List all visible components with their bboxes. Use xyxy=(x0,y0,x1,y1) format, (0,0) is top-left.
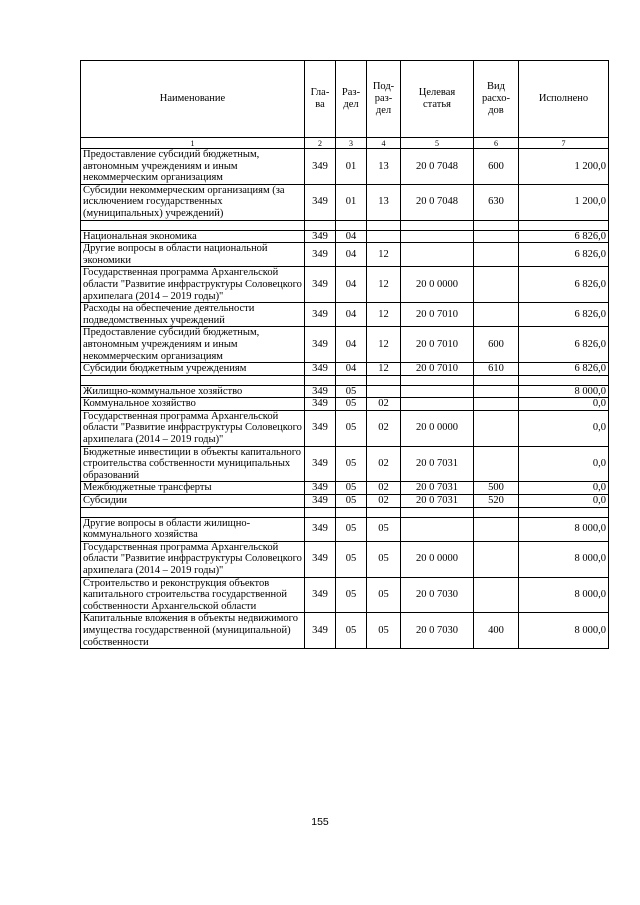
cell-statya: 20 0 0000 xyxy=(401,410,474,446)
page-number: 155 xyxy=(311,816,329,828)
cell-podrazdel: 13 xyxy=(367,149,401,185)
cell-podrazdel: 02 xyxy=(367,410,401,446)
table-row xyxy=(81,327,609,363)
cell-statya: 20 0 7048 xyxy=(401,149,474,185)
cell-vid xyxy=(474,385,519,398)
spacer-cell xyxy=(519,375,609,385)
cell-name: Государственная программа Архангельской области "Развитие инфраструктуры Соловецкого архипелага (2014 – 2019 годы)" xyxy=(81,541,305,577)
spacer-cell xyxy=(474,220,519,230)
table-row xyxy=(81,410,609,446)
table-row xyxy=(81,303,609,327)
cell-sum: 8 000,0 xyxy=(519,541,609,577)
cell-podrazdel xyxy=(367,230,401,243)
cell-glava: 349 xyxy=(305,517,336,541)
cell-name: Государственная программа Архангельской области "Развитие инфраструктуры Соловецкого архипелага (2014 – 2019 годы)" xyxy=(81,267,305,303)
spacer-cell xyxy=(401,507,474,517)
cell-name: Межбюджетные трансферты xyxy=(81,482,305,495)
column-number: 2 xyxy=(305,138,336,149)
cell-vid: 600 xyxy=(474,149,519,185)
column-number: 6 xyxy=(474,138,519,149)
cell-podrazdel: 05 xyxy=(367,517,401,541)
spacer-cell xyxy=(305,375,336,385)
cell-vid: 610 xyxy=(474,363,519,376)
spacer-cell xyxy=(81,375,305,385)
cell-name: Капитальные вложения в объекты недвижимого имущества государственной (муниципальной) собственности xyxy=(81,613,305,649)
cell-podrazdel: 12 xyxy=(367,327,401,363)
cell-name: Предоставление субсидий бюджетным, автономным учреждениям и иным некоммерческим организациям xyxy=(81,149,305,185)
cell-glava: 349 xyxy=(305,541,336,577)
spacer-cell xyxy=(305,220,336,230)
cell-vid xyxy=(474,410,519,446)
spacer-cell xyxy=(401,375,474,385)
cell-vid: 520 xyxy=(474,495,519,508)
cell-name: Государственная программа Архангельской области "Развитие инфраструктуры Соловецкого архипелага (2014 – 2019 годы)" xyxy=(81,410,305,446)
spacer-row xyxy=(81,220,609,230)
spacer-cell xyxy=(474,507,519,517)
cell-podrazdel: 12 xyxy=(367,303,401,327)
spacer-row xyxy=(81,375,609,385)
cell-statya xyxy=(401,517,474,541)
header-ispolneno: Исполнено xyxy=(519,61,609,138)
cell-vid xyxy=(474,446,519,482)
header-row xyxy=(81,61,609,138)
cell-sum: 0,0 xyxy=(519,410,609,446)
cell-statya: 20 0 7048 xyxy=(401,184,474,220)
cell-sum: 6 826,0 xyxy=(519,303,609,327)
cell-sum: 1 200,0 xyxy=(519,184,609,220)
cell-sum: 1 200,0 xyxy=(519,149,609,185)
cell-name: Жилищно-коммунальное хозяйство xyxy=(81,385,305,398)
spacer-cell xyxy=(336,375,367,385)
column-number: 3 xyxy=(336,138,367,149)
cell-podrazdel: 12 xyxy=(367,363,401,376)
cell-sum: 0,0 xyxy=(519,446,609,482)
table-row xyxy=(81,517,609,541)
cell-vid: 500 xyxy=(474,482,519,495)
cell-vid: 600 xyxy=(474,327,519,363)
cell-vid: 630 xyxy=(474,184,519,220)
spacer-cell xyxy=(401,220,474,230)
spacer-cell xyxy=(367,507,401,517)
cell-razdel: 05 xyxy=(336,410,367,446)
cell-sum: 6 826,0 xyxy=(519,267,609,303)
cell-vid: 400 xyxy=(474,613,519,649)
cell-vid xyxy=(474,230,519,243)
cell-statya xyxy=(401,243,474,267)
column-number: 1 xyxy=(81,138,305,149)
cell-statya: 20 0 7010 xyxy=(401,363,474,376)
spacer-cell xyxy=(367,375,401,385)
cell-glava: 349 xyxy=(305,410,336,446)
header-podrazdel: Под- раз- дел xyxy=(367,61,401,138)
cell-razdel: 04 xyxy=(336,327,367,363)
spacer-cell xyxy=(519,507,609,517)
cell-sum: 6 826,0 xyxy=(519,363,609,376)
spacer-row xyxy=(81,507,609,517)
header-glava: Гла- ва xyxy=(305,61,336,138)
cell-razdel: 05 xyxy=(336,613,367,649)
table-row xyxy=(81,184,609,220)
cell-razdel: 05 xyxy=(336,577,367,613)
cell-podrazdel: 02 xyxy=(367,482,401,495)
cell-name: Расходы на обеспечение деятельности подведомственных учреждений xyxy=(81,303,305,327)
table-row xyxy=(81,446,609,482)
cell-glava: 349 xyxy=(305,303,336,327)
cell-razdel: 04 xyxy=(336,230,367,243)
cell-sum: 8 000,0 xyxy=(519,517,609,541)
cell-statya xyxy=(401,230,474,243)
cell-razdel: 05 xyxy=(336,398,367,411)
cell-glava: 349 xyxy=(305,398,336,411)
cell-statya: 20 0 7010 xyxy=(401,327,474,363)
cell-glava: 349 xyxy=(305,184,336,220)
cell-vid xyxy=(474,243,519,267)
cell-glava: 349 xyxy=(305,577,336,613)
cell-razdel: 04 xyxy=(336,363,367,376)
cell-statya: 20 0 0000 xyxy=(401,267,474,303)
header-razdel: Раз- дел xyxy=(336,61,367,138)
cell-razdel: 01 xyxy=(336,184,367,220)
table-row xyxy=(81,398,609,411)
cell-razdel: 01 xyxy=(336,149,367,185)
table-row xyxy=(81,613,609,649)
cell-sum: 0,0 xyxy=(519,482,609,495)
cell-name: Субсидии некоммерческим организациям (за исключением государственных (муниципальных) учреждений) xyxy=(81,184,305,220)
cell-statya xyxy=(401,385,474,398)
cell-razdel: 04 xyxy=(336,303,367,327)
table-row xyxy=(81,541,609,577)
spacer-cell xyxy=(81,220,305,230)
cell-statya: 20 0 7030 xyxy=(401,577,474,613)
table-row xyxy=(81,577,609,613)
spacer-cell xyxy=(81,507,305,517)
cell-razdel: 05 xyxy=(336,446,367,482)
cell-vid xyxy=(474,398,519,411)
header-statya: Целевая статья xyxy=(401,61,474,138)
spacer-cell xyxy=(336,507,367,517)
cell-glava: 349 xyxy=(305,230,336,243)
table-row xyxy=(81,363,609,376)
cell-razdel: 04 xyxy=(336,243,367,267)
cell-vid xyxy=(474,577,519,613)
cell-podrazdel: 02 xyxy=(367,398,401,411)
cell-glava: 349 xyxy=(305,495,336,508)
spacer-cell xyxy=(367,220,401,230)
column-number: 7 xyxy=(519,138,609,149)
cell-podrazdel: 05 xyxy=(367,613,401,649)
table-row xyxy=(81,243,609,267)
cell-razdel: 05 xyxy=(336,541,367,577)
cell-glava: 349 xyxy=(305,149,336,185)
cell-glava: 349 xyxy=(305,385,336,398)
cell-sum: 8 000,0 xyxy=(519,613,609,649)
cell-sum: 8 000,0 xyxy=(519,385,609,398)
header-vid: Вид расхо- дов xyxy=(474,61,519,138)
cell-name: Предоставление субсидий бюджетным, автономным учреждениям и иным некоммерческим организациям xyxy=(81,327,305,363)
cell-glava: 349 xyxy=(305,327,336,363)
budget-table xyxy=(80,60,609,649)
cell-sum: 6 826,0 xyxy=(519,230,609,243)
table-row xyxy=(81,385,609,398)
cell-glava: 349 xyxy=(305,482,336,495)
cell-glava: 349 xyxy=(305,613,336,649)
cell-podrazdel xyxy=(367,385,401,398)
table-row xyxy=(81,149,609,185)
cell-vid xyxy=(474,517,519,541)
cell-podrazdel: 02 xyxy=(367,495,401,508)
table-row xyxy=(81,482,609,495)
cell-sum: 6 826,0 xyxy=(519,327,609,363)
table-row xyxy=(81,495,609,508)
cell-name: Строительство и реконструкция объектов капитального строительства государственной собственности Архангельской области xyxy=(81,577,305,613)
cell-glava: 349 xyxy=(305,446,336,482)
cell-statya: 20 0 7030 xyxy=(401,613,474,649)
cell-name: Другие вопросы в области национальной экономики xyxy=(81,243,305,267)
cell-razdel: 05 xyxy=(336,495,367,508)
cell-statya: 20 0 7031 xyxy=(401,446,474,482)
cell-statya: 20 0 7031 xyxy=(401,495,474,508)
cell-podrazdel: 12 xyxy=(367,267,401,303)
spacer-cell xyxy=(519,220,609,230)
cell-statya: 20 0 7010 xyxy=(401,303,474,327)
cell-vid xyxy=(474,303,519,327)
cell-sum: 8 000,0 xyxy=(519,577,609,613)
cell-vid xyxy=(474,267,519,303)
cell-name: Субсидии xyxy=(81,495,305,508)
spacer-cell xyxy=(474,375,519,385)
spacer-cell xyxy=(305,507,336,517)
cell-razdel: 05 xyxy=(336,385,367,398)
header-name: Наименование xyxy=(81,61,305,138)
cell-vid xyxy=(474,541,519,577)
cell-name: Коммунальное хозяйство xyxy=(81,398,305,411)
cell-statya: 20 0 7031 xyxy=(401,482,474,495)
cell-glava: 349 xyxy=(305,243,336,267)
cell-name: Национальная экономика xyxy=(81,230,305,243)
cell-name: Субсидии бюджетным учреждениям xyxy=(81,363,305,376)
cell-podrazdel: 02 xyxy=(367,446,401,482)
cell-razdel: 04 xyxy=(336,267,367,303)
cell-sum: 6 826,0 xyxy=(519,243,609,267)
cell-razdel: 05 xyxy=(336,517,367,541)
cell-sum: 0,0 xyxy=(519,495,609,508)
cell-statya: 20 0 0000 xyxy=(401,541,474,577)
cell-razdel: 05 xyxy=(336,482,367,495)
cell-podrazdel: 12 xyxy=(367,243,401,267)
table-body xyxy=(81,149,609,649)
table-row xyxy=(81,267,609,303)
column-number-row xyxy=(81,138,609,149)
cell-podrazdel: 05 xyxy=(367,541,401,577)
cell-podrazdel: 05 xyxy=(367,577,401,613)
cell-glava: 349 xyxy=(305,267,336,303)
cell-glava: 349 xyxy=(305,363,336,376)
spacer-cell xyxy=(336,220,367,230)
column-number: 5 xyxy=(401,138,474,149)
cell-statya xyxy=(401,398,474,411)
table-row xyxy=(81,230,609,243)
cell-name: Бюджетные инвестиции в объекты капитального строительства собственности муниципальных образований xyxy=(81,446,305,482)
cell-name: Другие вопросы в области жилищно-коммунального хозяйства xyxy=(81,517,305,541)
column-number: 4 xyxy=(367,138,401,149)
cell-sum: 0,0 xyxy=(519,398,609,411)
cell-podrazdel: 13 xyxy=(367,184,401,220)
